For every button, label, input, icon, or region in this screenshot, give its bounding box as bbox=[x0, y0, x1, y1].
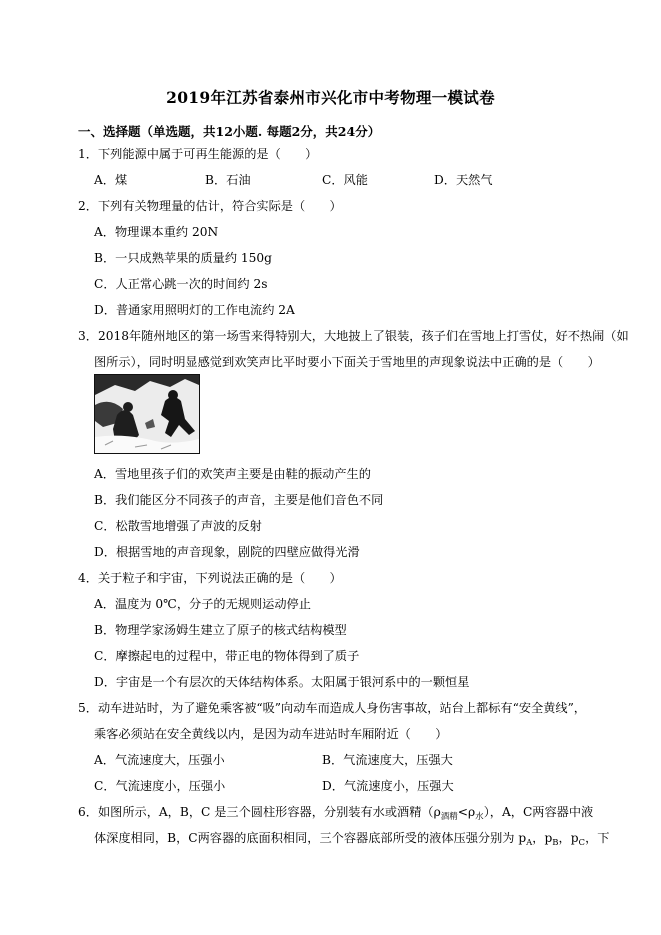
question-6-stem-line-2 bbox=[94, 830, 609, 848]
pressure-a: p bbox=[518, 831, 527, 845]
question-6-text-d: ，下 bbox=[585, 831, 610, 845]
question-1-option-a: A．煤 bbox=[94, 173, 128, 187]
question-2-option-d: D．普通家用照明灯的工作电流约 2A bbox=[94, 303, 295, 317]
pressure-c-subscript: C bbox=[578, 838, 586, 848]
question-1-stem: 1．下列能源中属于可再生能源的是（ ） bbox=[78, 147, 318, 161]
pressure-c: ，p bbox=[558, 831, 579, 845]
rho-alcohol: ρ bbox=[433, 805, 441, 819]
question-6-text-a: 6．如图所示，A，B，C 是三个圆柱形容器，分别装有水或酒精（ bbox=[78, 805, 434, 819]
snowball-fight-photo bbox=[94, 374, 200, 454]
rho-alcohol-subscript: 酒精 bbox=[440, 812, 458, 822]
question-6-stem-line-1 bbox=[78, 804, 593, 822]
question-5-option-d: D．气流速度小，压强大 bbox=[322, 779, 454, 793]
question-1-option-c: C．风能 bbox=[322, 173, 368, 187]
question-5-option-c: C．气流速度小，压强小 bbox=[94, 779, 226, 793]
question-1-option-b: B．石油 bbox=[205, 173, 251, 187]
pressure-b-subscript: B bbox=[552, 838, 559, 848]
question-5-stem-line-2: 乘客必须站在安全黄线以内，是因为动车进站时车厢附近（ ） bbox=[94, 727, 448, 741]
snow-scene-illustration bbox=[95, 375, 199, 453]
question-4-option-d: D．宇宙是一个有层次的天体结构体系。太阳属于银河系中的一颗恒星 bbox=[94, 675, 470, 689]
question-5-stem-line-1: 5．动车进站时，为了避免乘客被“吸”向动车而造成人身伤害事故，站台上都标有“安全黄线”， bbox=[78, 701, 586, 715]
question-6-text-b: ），A，C两容器中液 bbox=[483, 805, 594, 819]
question-1-option-d: D．天然气 bbox=[434, 173, 493, 187]
question-3-option-b: B．我们能区分不同孩子的声音，主要是他们音色不同 bbox=[94, 493, 384, 507]
question-3-option-a: A．雪地里孩子们的欢笑声主要是由鞋的振动产生的 bbox=[94, 467, 371, 481]
rho-water: ρ bbox=[468, 805, 476, 819]
question-3-stem-line-2: 图所示），同时明显感觉到欢笑声比平时要小下面关于雪地里的声现象说法中正确的是（ ） bbox=[94, 355, 600, 369]
question-2-option-b: B．一只成熟苹果的质量约 150g bbox=[94, 251, 272, 265]
less-than-sign: < bbox=[457, 805, 468, 819]
exam-title: 2019年江苏省泰州市兴化市中考物理一模试卷 bbox=[166, 88, 495, 107]
question-3-option-d: D．根据雪地的声音现象，剧院的四壁应做得光滑 bbox=[94, 545, 360, 559]
question-4-option-a: A．温度为 0℃，分子的无规则运动停止 bbox=[94, 597, 311, 611]
question-3-option-c: C．松散雪地增强了声波的反射 bbox=[94, 519, 262, 533]
question-5-option-a: A．气流速度大，压强小 bbox=[94, 753, 225, 767]
question-5-option-b: B．气流速度大，压强大 bbox=[322, 753, 453, 767]
pressure-b: ，p bbox=[532, 831, 553, 845]
question-2-option-c: C．人正常心跳一次的时间约 2s bbox=[94, 277, 268, 291]
question-6-text-c: 体深度相同，B，C两容器的底面积相同，三个容器底部所受的液体压强分别为 bbox=[94, 831, 519, 845]
rho-water-subscript: 水 bbox=[475, 812, 484, 822]
question-3-stem-line-1: 3．2018年随州地区的第一场雪来得特别大，大地披上了银装，孩子们在雪地上打雪仗，好不热闹（如 bbox=[78, 329, 629, 343]
question-4-option-b: B．物理学家汤姆生建立了原子的核式结构模型 bbox=[94, 623, 347, 637]
section-heading: 一、选择题（单选题，共12小题. 每题2分，共24分） bbox=[78, 124, 381, 139]
question-2-stem: 2．下列有关物理量的估计，符合实际是（ ） bbox=[78, 199, 342, 213]
question-4-stem: 4．关于粒子和宇宙，下列说法正确的是（ ） bbox=[78, 571, 342, 585]
question-2-option-a: A．物理课本重约 20N bbox=[94, 225, 219, 239]
question-4-option-c: C．摩擦起电的过程中，带正电的物体得到了质子 bbox=[94, 649, 360, 663]
pressure-a-subscript: A bbox=[526, 838, 533, 848]
